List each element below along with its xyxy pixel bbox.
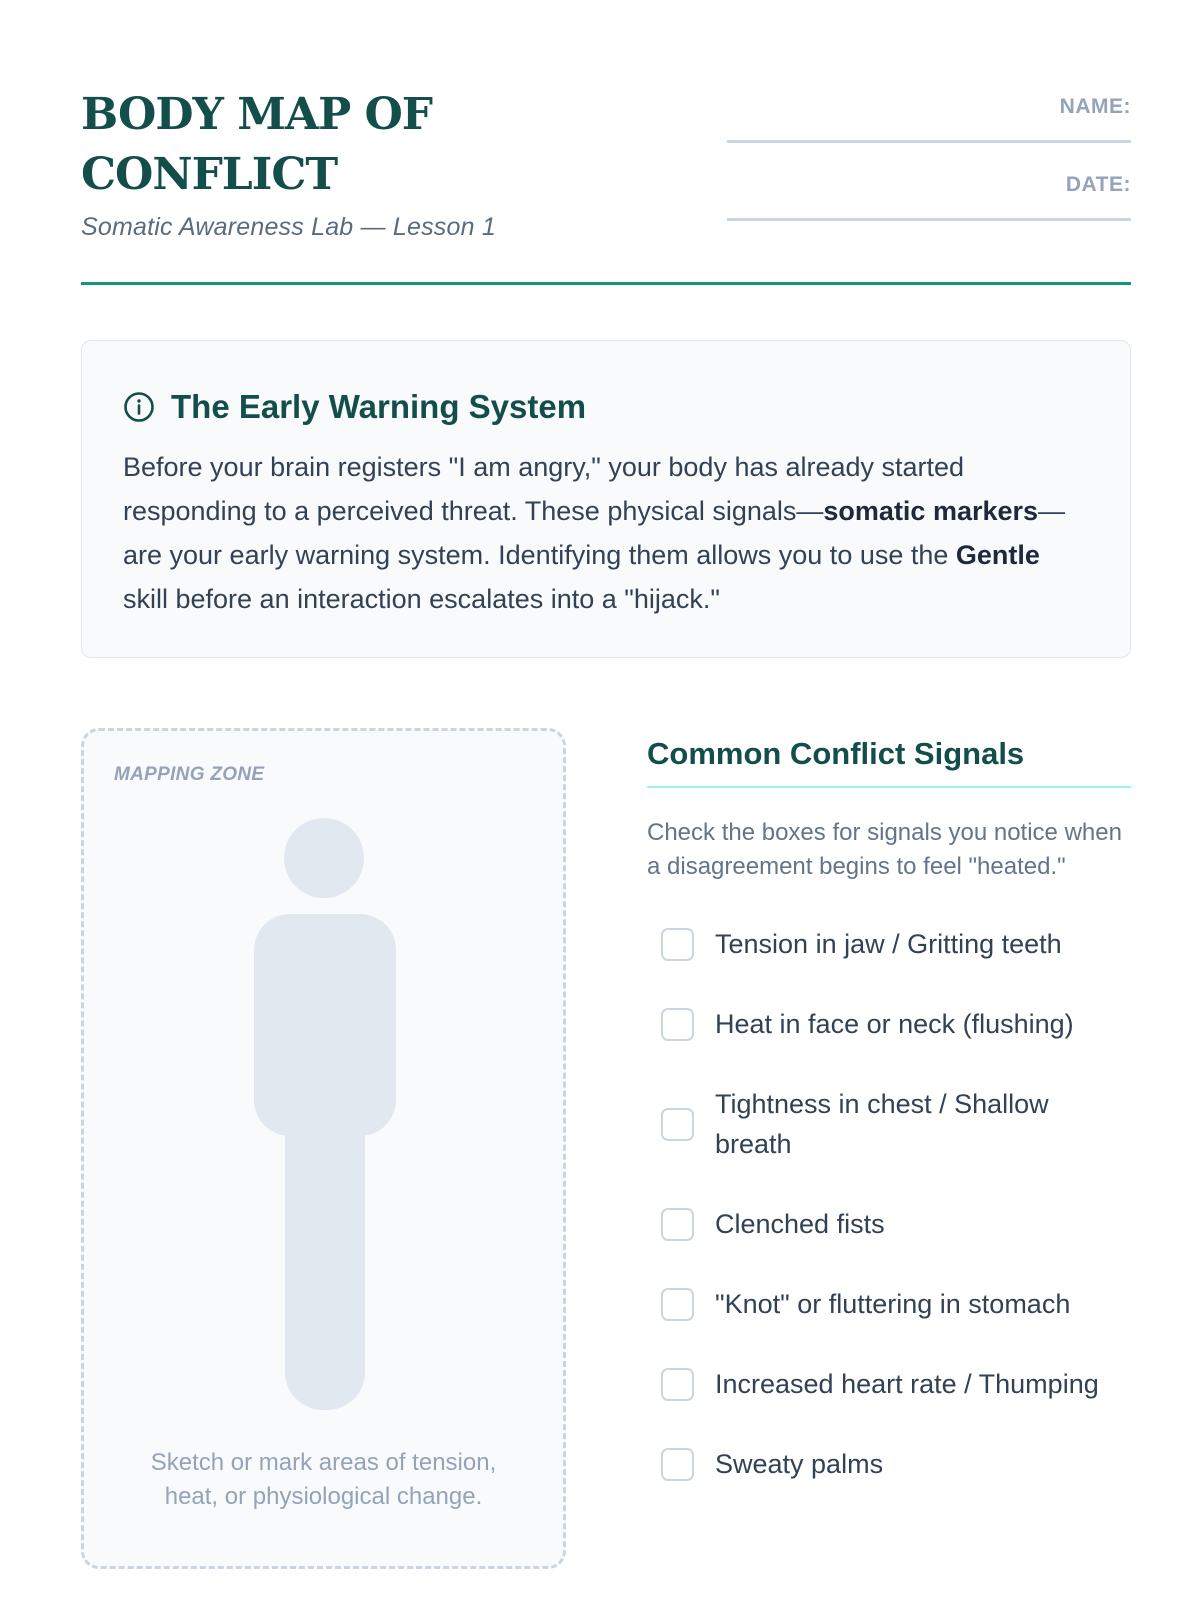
name-field[interactable] [727, 95, 1131, 143]
signal-stomach[interactable] [647, 1264, 1131, 1344]
signal-jaw[interactable] [647, 904, 1131, 984]
callout-text-3: skill before an interaction escalates into a "hijack." [123, 584, 720, 614]
callout-bold-gentle: Gentle [955, 540, 1040, 570]
signals-checklist [647, 904, 1131, 1504]
signals-description: Check the boxes for signals you notice when a disagreement begins to feel "heated." [647, 819, 1122, 880]
signals-panel [647, 730, 1131, 1504]
info-callout [81, 340, 1131, 658]
signals-title: Common Conflict Signals [647, 730, 1131, 788]
worksheet-header [81, 85, 1131, 285]
checkbox[interactable] [661, 1208, 694, 1241]
date-field[interactable] [727, 173, 1131, 221]
signal-heart[interactable] [647, 1344, 1131, 1424]
signal-fists[interactable] [647, 1184, 1131, 1264]
page-subtitle: Somatic Awareness Lab — Lesson 1 [81, 213, 496, 241]
signal-label: Sweaty palms [715, 1449, 884, 1479]
name-label: NAME: [1059, 95, 1131, 118]
checkbox[interactable] [661, 1368, 694, 1401]
callout-text-2: —are your early warning system. Identifying them allows you to use the [123, 496, 1066, 570]
callout-bold-somatic: somatic markers [823, 496, 1039, 526]
checkbox[interactable] [661, 1288, 694, 1321]
signal-face[interactable] [647, 984, 1131, 1064]
body-silhouette[interactable] [84, 731, 563, 1566]
student-fields [727, 95, 1131, 251]
signal-label: Heat in face or neck (flushing) [715, 1009, 1074, 1039]
callout-body [123, 445, 1089, 621]
signal-label: Clenched fists [715, 1209, 885, 1239]
signal-chest[interactable] [647, 1064, 1131, 1184]
signal-label: Tension in jaw / Gritting teeth [715, 929, 1062, 959]
page-title: BODY MAP OF CONFLICT [81, 89, 433, 200]
checkbox[interactable] [661, 1008, 694, 1041]
mapping-zone[interactable] [81, 728, 566, 1569]
info-circle-icon [123, 391, 155, 423]
signal-label: "Knot" or fluttering in stomach [715, 1289, 1071, 1319]
callout-header [123, 387, 1089, 427]
mapping-caption: Sketch or mark areas of tension, heat, or physiological change. [150, 1449, 497, 1510]
checkbox[interactable] [661, 1448, 694, 1481]
callout-title: The Early Warning System [171, 388, 587, 425]
date-line[interactable] [727, 203, 1131, 221]
date-label: DATE: [1065, 173, 1131, 196]
checkbox[interactable] [661, 928, 694, 961]
checkbox[interactable] [661, 1108, 694, 1141]
mapping-zone-label: MAPPING ZONE [114, 764, 265, 785]
callout-text-1: Before your brain registers "I am angry," your body has already started responding to a perceived threat. These physical signals— [123, 452, 965, 526]
signal-label: Tightness in chest / Shallow breath [715, 1089, 1049, 1159]
signal-label: Increased heart rate / Thumping [715, 1369, 1099, 1399]
silhouette-legs [285, 1101, 365, 1410]
name-line[interactable] [727, 125, 1131, 143]
silhouette-head [284, 818, 364, 898]
signal-palms[interactable] [647, 1424, 1131, 1504]
header-divider [81, 282, 1131, 285]
